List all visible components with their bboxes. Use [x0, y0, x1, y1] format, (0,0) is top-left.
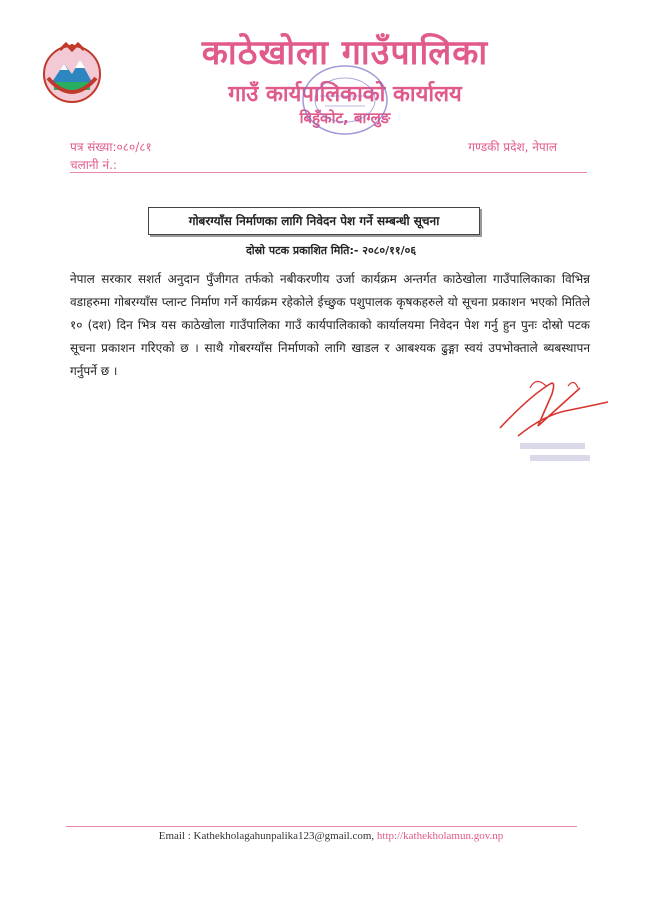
municipality-title: काठेखोला गाउँपालिका [201, 33, 489, 73]
government-emblem-icon [38, 38, 106, 106]
reference-block [70, 138, 152, 174]
letter-number: पत्र संख्या:०८०/८१ [70, 140, 152, 154]
dispatch-number: चलानी नं.: [70, 158, 117, 172]
office-subtitle: गाउँ कार्यपालिकाको कार्यालय [228, 82, 462, 107]
footer [0, 830, 662, 842]
footer-website-link[interactable]: http://kathekholamun.gov.np [376, 830, 504, 842]
signature-stamp-icon [490, 366, 620, 476]
province-label: गण्डकी प्रदेश, नेपाल [468, 140, 557, 154]
publish-date: दोस्रो पटक प्रकाशित मिति:- २०८०/११/०६ [245, 244, 417, 257]
header-divider [70, 172, 587, 173]
notice-body: नेपाल सरकार सशर्त अनुदान पुँजीगत तर्फको नबीकरणीय उर्जा कार्यक्रम अन्तर्गत काठेखोला गाउँपालिकाका विभिन्न वडाहरुमा गोबरग्याँस प्लान्ट निर्माण गर्ने कार्यक्रम रहेकोले ईच्छुक पशुपालक कृषकहरुले यो सूचना प्रकाशन भएको मितिले १० (दश) दिन भित्र यस काठेखोला गाउँपालिका गाउँ कार्यपालिकाको कार्यालयमा निवेदन पेश गर्नु हुन पुनः दोस्रो पटक सूचना प्रकाशन गरिएको छ । साथै गोबरग्याँस निर्माणको लागि खाडल र आबश्यक ढुङ्गा स्वयं उपभोक्ताले ब्यबस्थापन गर्नुपर्ने छ । [70, 272, 590, 378]
office-address: बिहुँकोट, बाग्लुङ [299, 109, 391, 127]
office-stamp-icon [290, 52, 400, 152]
footer-email: Email : Kathekholagahunpalika123@gmail.com, [158, 830, 375, 842]
notice-subject: गोबरग्याँस निर्माणका लागि निवेदन पेश गर्ने सम्बन्धी सूचना [148, 207, 480, 235]
footer-divider [66, 826, 577, 827]
